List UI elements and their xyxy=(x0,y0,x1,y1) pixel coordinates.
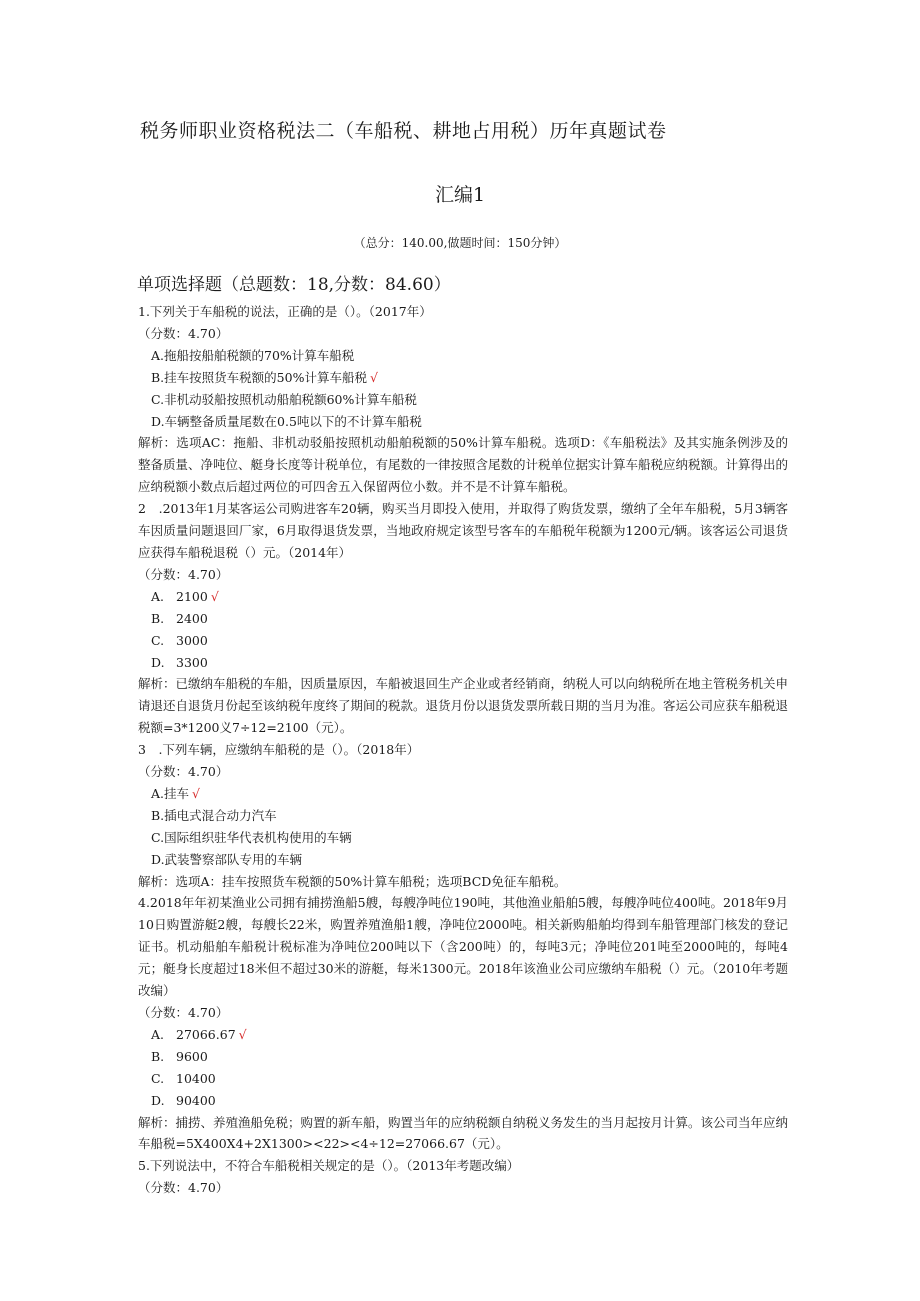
section-heading: 单项选择题（总题数：18,分数：84.60） xyxy=(137,275,451,295)
checkmark-icon: √ xyxy=(210,588,219,604)
analysis-text: 解析：选项A：挂车按照货车税额的50%计算车船税；选项BCD免征车船税。 xyxy=(138,873,567,889)
option-text: 2400 xyxy=(176,610,208,626)
option-text: 3000 xyxy=(176,632,208,648)
question-score: （分数：4.70） xyxy=(138,1180,229,1196)
option-text: 3300 xyxy=(176,654,208,670)
checkmark-icon: √ xyxy=(238,1026,247,1042)
option-a xyxy=(138,586,788,608)
option-b xyxy=(138,1046,788,1068)
question-score: （分数：4.70） xyxy=(138,764,229,780)
option-text: 2100 xyxy=(176,588,208,604)
option-b xyxy=(138,367,788,389)
option-key: A. xyxy=(151,588,165,604)
option-text: 27066.67 xyxy=(176,1026,236,1042)
option-b xyxy=(138,608,788,630)
option-key: C. xyxy=(151,1070,165,1086)
option-key: B. xyxy=(151,610,165,626)
option-key: A. xyxy=(151,1026,165,1042)
option-c: C.国际组织驻华代表机构使用的车辆 xyxy=(151,829,352,845)
checkmark-icon: √ xyxy=(192,785,200,801)
option-d: D.车辆整备质量尾数在0.5吨以下的不计算车船税 xyxy=(151,413,422,429)
option-d xyxy=(138,652,788,674)
question-stem: 1.下列关于车船税的说法，正确的是（）。（2017年） xyxy=(138,304,432,319)
option-b: B.插电式混合动力汽车 xyxy=(151,807,277,823)
option-c: C.非机动驳船按照机动船舶税额60%计算车船税 xyxy=(151,391,417,407)
option-d: D.武装警察部队专用的车辆 xyxy=(151,851,303,867)
option-c xyxy=(138,630,788,652)
document-title-line1: 税务师职业资格税法二（车船税、耕地占用税）历年真题试卷 xyxy=(140,120,667,142)
option-key: D. xyxy=(151,1092,165,1108)
analysis-text: 解析：选项AC：拖船、非机动驳船按照机动船舶税额的50%计算车船税。选项D：《车船税法》及其实施条例涉及的整备质量、净吨位、艇身长度等计税单位，有尾数的一律按照含尾数的计税单位据实计算车船税应纳税额。计算得出的应纳税额小数点后超过两位的可四舍五入保留两位小数。并不是不计算车船税。 xyxy=(138,435,789,495)
option-text: 9600 xyxy=(176,1048,208,1064)
option-key: C. xyxy=(151,632,165,648)
exam-meta: （总分：140.00,做题时间：150分钟） xyxy=(353,236,567,250)
option-text: A.挂车 xyxy=(151,785,190,801)
question-stem: 5.下列说法中，不符合车船税相关规定的是（）。（2013年考题改编） xyxy=(138,1158,520,1174)
document-title-line2: 汇编1 xyxy=(434,184,486,206)
question-stem: 2 .2013年1月某客运公司购进客车20辆，购买当月即投入使用，并取得了购货发票，缴纳了全年车船税，5月3辆客车因质量问题退回厂家，6月取得退货发票，当地政府规定该型号客车的车船税年税额为1200元/辆。该客运公司退货应获得车船税退税（）元。（2014年） xyxy=(138,501,788,560)
question-score: （分数：4.70） xyxy=(138,1005,229,1020)
question-stem: 4.2018年年初某渔业公司拥有捕捞渔船5艘，每艘净吨位190吨，其他渔业船舶5艘，每艘净吨位400吨。2018年9月10日购置游艇2艘，每艘长22米，购置养殖渔船1艘，净吨位2000吨。相关新购船舶均得到车船管理部门核发的登记证书。机动船舶车船税计税标准为净吨位200吨以下（含200吨）的，每吨3元；净吨位201吨至2000吨的，每吨4元；艇身长度超过18米但不超过30米的游艇，每米1300元。2018年该渔业公司应缴纳车船税（）元。（2010年考题改编） xyxy=(138,895,788,999)
option-key: D. xyxy=(151,654,165,670)
option-text: 90400 xyxy=(176,1092,216,1108)
analysis-text: 解析：已缴纳车船税的车船，因质量原因，车船被退回生产企业或者经销商，纳税人可以向纳税所在地主管税务机关申请退还自退货月份起至该纳税年度终了期间的税款。退货月份以退货发票所载日期的当月为准。客运公司应获车船税退税额=3*1200义7÷12=2100（元）。 xyxy=(138,676,789,736)
option-key: B. xyxy=(151,1048,165,1064)
option-a xyxy=(138,1024,788,1046)
question-score: （分数：4.70） xyxy=(138,566,229,582)
question-stem: 3 .下列车辆，应缴纳车船税的是（）。（2018年） xyxy=(138,742,420,758)
question-list xyxy=(138,301,788,1199)
option-c xyxy=(138,1068,788,1090)
option-text: 10400 xyxy=(176,1070,216,1086)
option-text: B.挂车按照货车税额的50%计算车船税 xyxy=(151,369,367,385)
question-score: （分数：4.70） xyxy=(138,325,229,341)
checkmark-icon: √ xyxy=(369,369,378,385)
analysis-text: 解析：捕捞、养殖渔船免税；购置的新车船，购置当年的应纳税额自纳税义务发生的当月起按月计算。该公司当年应纳车船税=5X400X4+2X1300><22><4÷12=27066.67（元）。 xyxy=(138,1114,789,1152)
option-a xyxy=(138,783,788,805)
option-a: A.拖船按船舶税额的70%计算车船税 xyxy=(151,347,355,363)
option-d xyxy=(138,1090,788,1112)
